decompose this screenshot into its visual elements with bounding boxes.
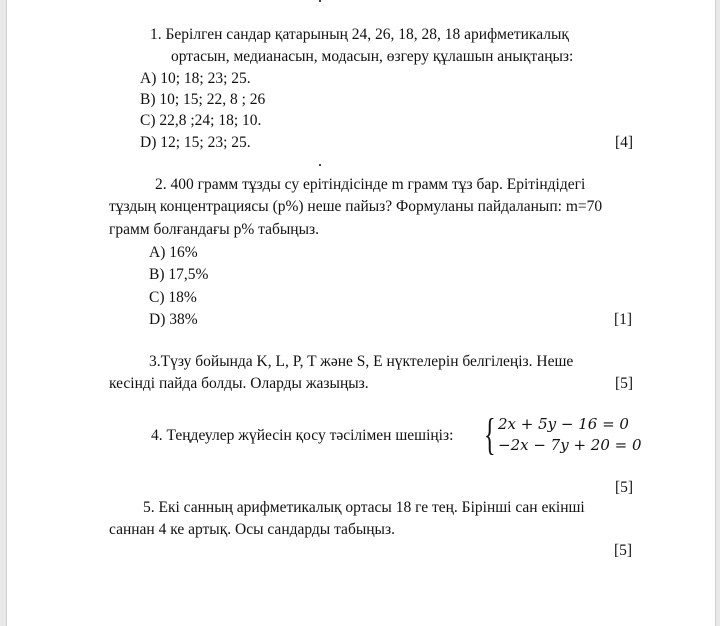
q2-option-d: D) 38% bbox=[149, 311, 198, 328]
q2-option-a: A) 16% bbox=[149, 244, 198, 261]
q4-brace: { bbox=[484, 410, 496, 459]
q1-option-a: A) 10; 18; 23; 25. bbox=[140, 70, 251, 87]
q2-line3: грамм болғандағы p% табыңыз. bbox=[109, 221, 319, 238]
document-page bbox=[6, 0, 716, 626]
q1-line2: ортасын, медианасын, модасын, өзгеру құлашын анықтаңыз: bbox=[171, 48, 574, 65]
q4-equation-2: −2x − 7y + 20 = 0 bbox=[498, 436, 642, 454]
q1-option-b: B) 10; 15; 22, 8 ; 26 bbox=[140, 91, 266, 108]
page-mark-top bbox=[319, 0, 321, 2]
q2-line1: 2. 400 грамм тұзды су ерітіндісінде m грамм тұз бар. Ерітіндідегі bbox=[155, 176, 586, 193]
q5-score: [5] bbox=[614, 542, 633, 559]
q2-score: [1] bbox=[614, 311, 633, 328]
q1-option-c: C) 22,8 ;24; 18; 10. bbox=[140, 112, 262, 129]
q1-line1: 1. Берілген сандар қатарының 24, 26, 18, 28, 18 арифметикалық bbox=[150, 26, 569, 43]
q4-equation-1: 2x + 5y − 16 = 0 bbox=[498, 415, 629, 433]
q1-option-d: D) 12; 15; 23; 25. bbox=[140, 134, 251, 151]
q5-line2: саннан 4 ке артық. Осы сандарды табыңыз. bbox=[109, 521, 395, 538]
q3-score: [5] bbox=[615, 375, 634, 392]
q5-line1: 5. Екі санның арифметикалық ортасы 18 ге тең. Бірінші сан екінші bbox=[143, 499, 585, 516]
q3-line1: 3.Түзу бойында K, L, P, T және S, E нүктелерін белгілеңіз. Неше bbox=[149, 353, 574, 370]
q4-equation-system bbox=[484, 410, 642, 459]
q1-score: [4] bbox=[615, 134, 634, 151]
q4-score: [5] bbox=[615, 479, 634, 496]
q3-line2: кесінді пайда болды. Оларды жазыңыз. bbox=[109, 375, 369, 392]
q2-option-b: B) 17,5% bbox=[149, 266, 209, 283]
q4-text: 4. Теңдеулер жүйесін қосу тәсілімен шешіңіз: bbox=[151, 427, 454, 444]
q2-line2: тұздың концентрациясы (p%) неше пайыз? Формуланы пайдаланып: m=70 bbox=[109, 198, 603, 215]
q2-option-c: C) 18% bbox=[149, 289, 197, 306]
separator-dot bbox=[319, 164, 321, 166]
